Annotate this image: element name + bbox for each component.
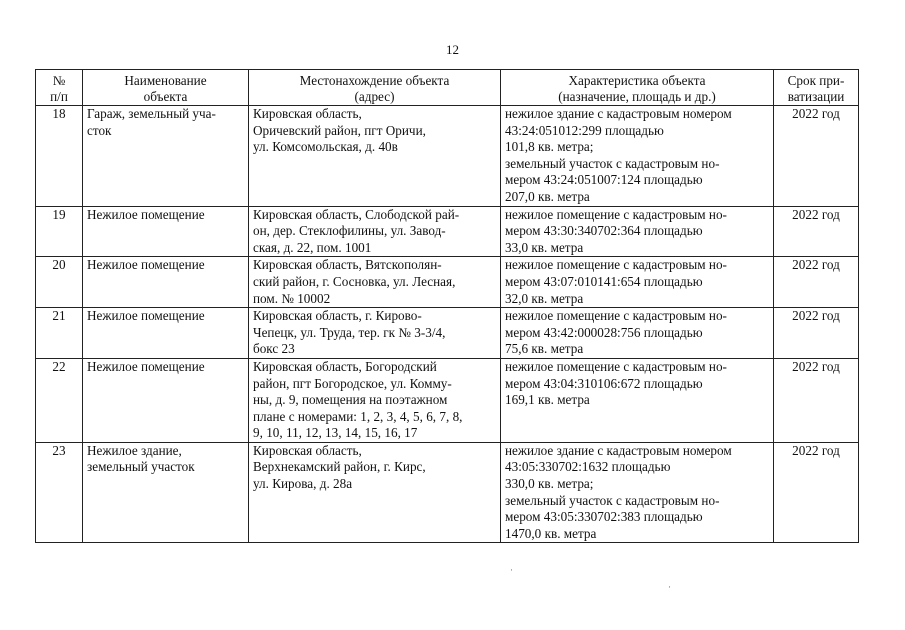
text-line: район, пгт Богородское, ул. Комму-	[253, 375, 452, 391]
object-address	[249, 358, 501, 442]
text-line: Нежилое здание,	[87, 442, 182, 458]
text-line: 101,8 кв. метра;	[505, 139, 594, 155]
header-row	[36, 70, 859, 106]
table-row	[36, 358, 859, 442]
text-line: нежилое помещение с кадастровым но-	[505, 358, 727, 374]
object-description	[501, 206, 774, 257]
scan-speck: ·	[510, 565, 513, 575]
table-row	[36, 206, 859, 257]
object-name	[83, 442, 249, 543]
header-line: объекта	[143, 88, 188, 104]
header-line: Характеристика объекта	[568, 73, 706, 88]
privatization-table	[35, 69, 859, 543]
header-description	[501, 70, 774, 106]
header-term	[774, 70, 859, 106]
text-line: земельный участок с кадастровым но-	[505, 492, 720, 508]
text-line: земельный участок с кадастровым но-	[505, 155, 720, 171]
text-line: Кировская область, г. Кирово-	[253, 308, 422, 324]
text-line: он, дер. Стеклофилины, ул. Завод-	[253, 223, 446, 239]
text-line: мером 43:30:340702:364 площадью	[505, 223, 703, 239]
object-description	[501, 308, 774, 359]
header-name	[83, 70, 249, 106]
text-line: 33,0 кв. метра	[505, 239, 584, 255]
text-line: ская, д. 22, пом. 1001	[253, 239, 372, 255]
header-address	[249, 70, 501, 106]
text-line: мером 43:42:000028:756 площадью	[505, 324, 703, 340]
row-number: 21	[36, 308, 83, 359]
text-line: бокс 23	[253, 341, 295, 357]
header-line: (адрес)	[354, 88, 395, 104]
text-line: 32,0 кв. метра	[505, 290, 584, 306]
text-line: нежилое здание с кадастровым номером	[505, 106, 732, 121]
privatization-term: 2022 год	[774, 308, 859, 359]
row-number: 19	[36, 206, 83, 257]
text-line: Гараж, земельный уча-	[87, 106, 216, 121]
row-number: 18	[36, 106, 83, 207]
table-body	[36, 106, 859, 543]
text-line: Кировская область, Богородский	[253, 358, 437, 374]
object-name	[83, 106, 249, 207]
text-line: мером 43:05:330702:383 площадью	[505, 509, 703, 525]
object-address	[249, 442, 501, 543]
row-number: 20	[36, 257, 83, 308]
text-line: нежилое помещение с кадастровым но-	[505, 257, 727, 273]
text-line: мером 43:04:310106:672 площадью	[505, 375, 703, 391]
text-line: Нежилое помещение	[87, 206, 205, 222]
privatization-term: 2022 год	[774, 257, 859, 308]
header-line: ватизации	[787, 88, 845, 104]
text-line: нежилое помещение с кадастровым но-	[505, 206, 727, 222]
text-line: 169,1 кв. метра	[505, 392, 590, 408]
object-name	[83, 257, 249, 308]
text-line: плане с номерами: 1, 2, 3, 4, 5, 6, 7, 8,	[253, 408, 463, 424]
header-line: Наименование	[124, 73, 207, 88]
object-name	[83, 206, 249, 257]
text-line: ул. Комсомольская, д. 40в	[253, 139, 398, 155]
row-number: 23	[36, 442, 83, 543]
header-line: №	[52, 73, 66, 88]
page-number: 12	[446, 42, 459, 57]
object-description	[501, 257, 774, 308]
text-line: 207,0 кв. метра	[505, 188, 590, 204]
table-row	[36, 308, 859, 359]
object-description	[501, 106, 774, 207]
object-description	[501, 358, 774, 442]
text-line: пом. № 10002	[253, 290, 331, 306]
text-line: нежилое здание с кадастровым номером	[505, 442, 732, 458]
text-line: 43:05:330702:1632 площадью	[505, 459, 671, 475]
object-address	[249, 106, 501, 207]
text-line: ны, д. 9, помещения на поэтажном	[253, 392, 448, 408]
text-line: Оричевский район, пгт Оричи,	[253, 122, 426, 138]
text-line: Чепецк, ул. Труда, тер. гк № 3-3/4,	[253, 324, 446, 340]
text-line: сток	[87, 122, 112, 138]
header-line: п/п	[50, 88, 68, 104]
object-address	[249, 206, 501, 257]
text-line: Кировская область, Слободской рай-	[253, 206, 460, 222]
text-line: Кировская область,	[253, 442, 362, 458]
scan-speck: ·	[668, 582, 671, 592]
object-name	[83, 308, 249, 359]
header-number	[36, 70, 83, 106]
text-line: нежилое помещение с кадастровым но-	[505, 308, 727, 324]
table-row	[36, 257, 859, 308]
text-line: ский район, г. Сосновка, ул. Лесная,	[253, 273, 456, 289]
object-description	[501, 442, 774, 543]
text-line: Нежилое помещение	[87, 257, 205, 273]
text-line: земельный участок	[87, 459, 195, 475]
text-line: 9, 10, 11, 12, 13, 14, 15, 16, 17	[253, 425, 418, 441]
text-line: Нежилое помещение	[87, 358, 205, 374]
privatization-term: 2022 год	[774, 106, 859, 207]
text-line: мером 43:24:051007:124 площадью	[505, 172, 703, 188]
text-line: 330,0 кв. метра;	[505, 476, 594, 492]
table-row	[36, 106, 859, 207]
text-line: Верхнекамский район, г. Кирс,	[253, 459, 426, 475]
text-line: Нежилое помещение	[87, 308, 205, 324]
table-row	[36, 442, 859, 543]
header-line: Срок при-	[787, 73, 845, 88]
row-number: 22	[36, 358, 83, 442]
privatization-term: 2022 год	[774, 358, 859, 442]
text-line: 43:24:051012:299 площадью	[505, 122, 664, 138]
object-name	[83, 358, 249, 442]
text-line: ул. Кирова, д. 28а	[253, 476, 353, 492]
text-line: 75,6 кв. метра	[505, 341, 584, 357]
object-address	[249, 308, 501, 359]
text-line: Кировская область, Вятскополян-	[253, 257, 442, 273]
text-line: Кировская область,	[253, 106, 362, 121]
privatization-term: 2022 год	[774, 442, 859, 543]
header-line: (назначение, площадь и др.)	[558, 88, 716, 104]
header-line: Местонахождение объекта	[299, 73, 450, 88]
text-line: 1470,0 кв. метра	[505, 525, 597, 541]
privatization-term: 2022 год	[774, 206, 859, 257]
object-address	[249, 257, 501, 308]
text-line: мером 43:07:010141:654 площадью	[505, 273, 703, 289]
